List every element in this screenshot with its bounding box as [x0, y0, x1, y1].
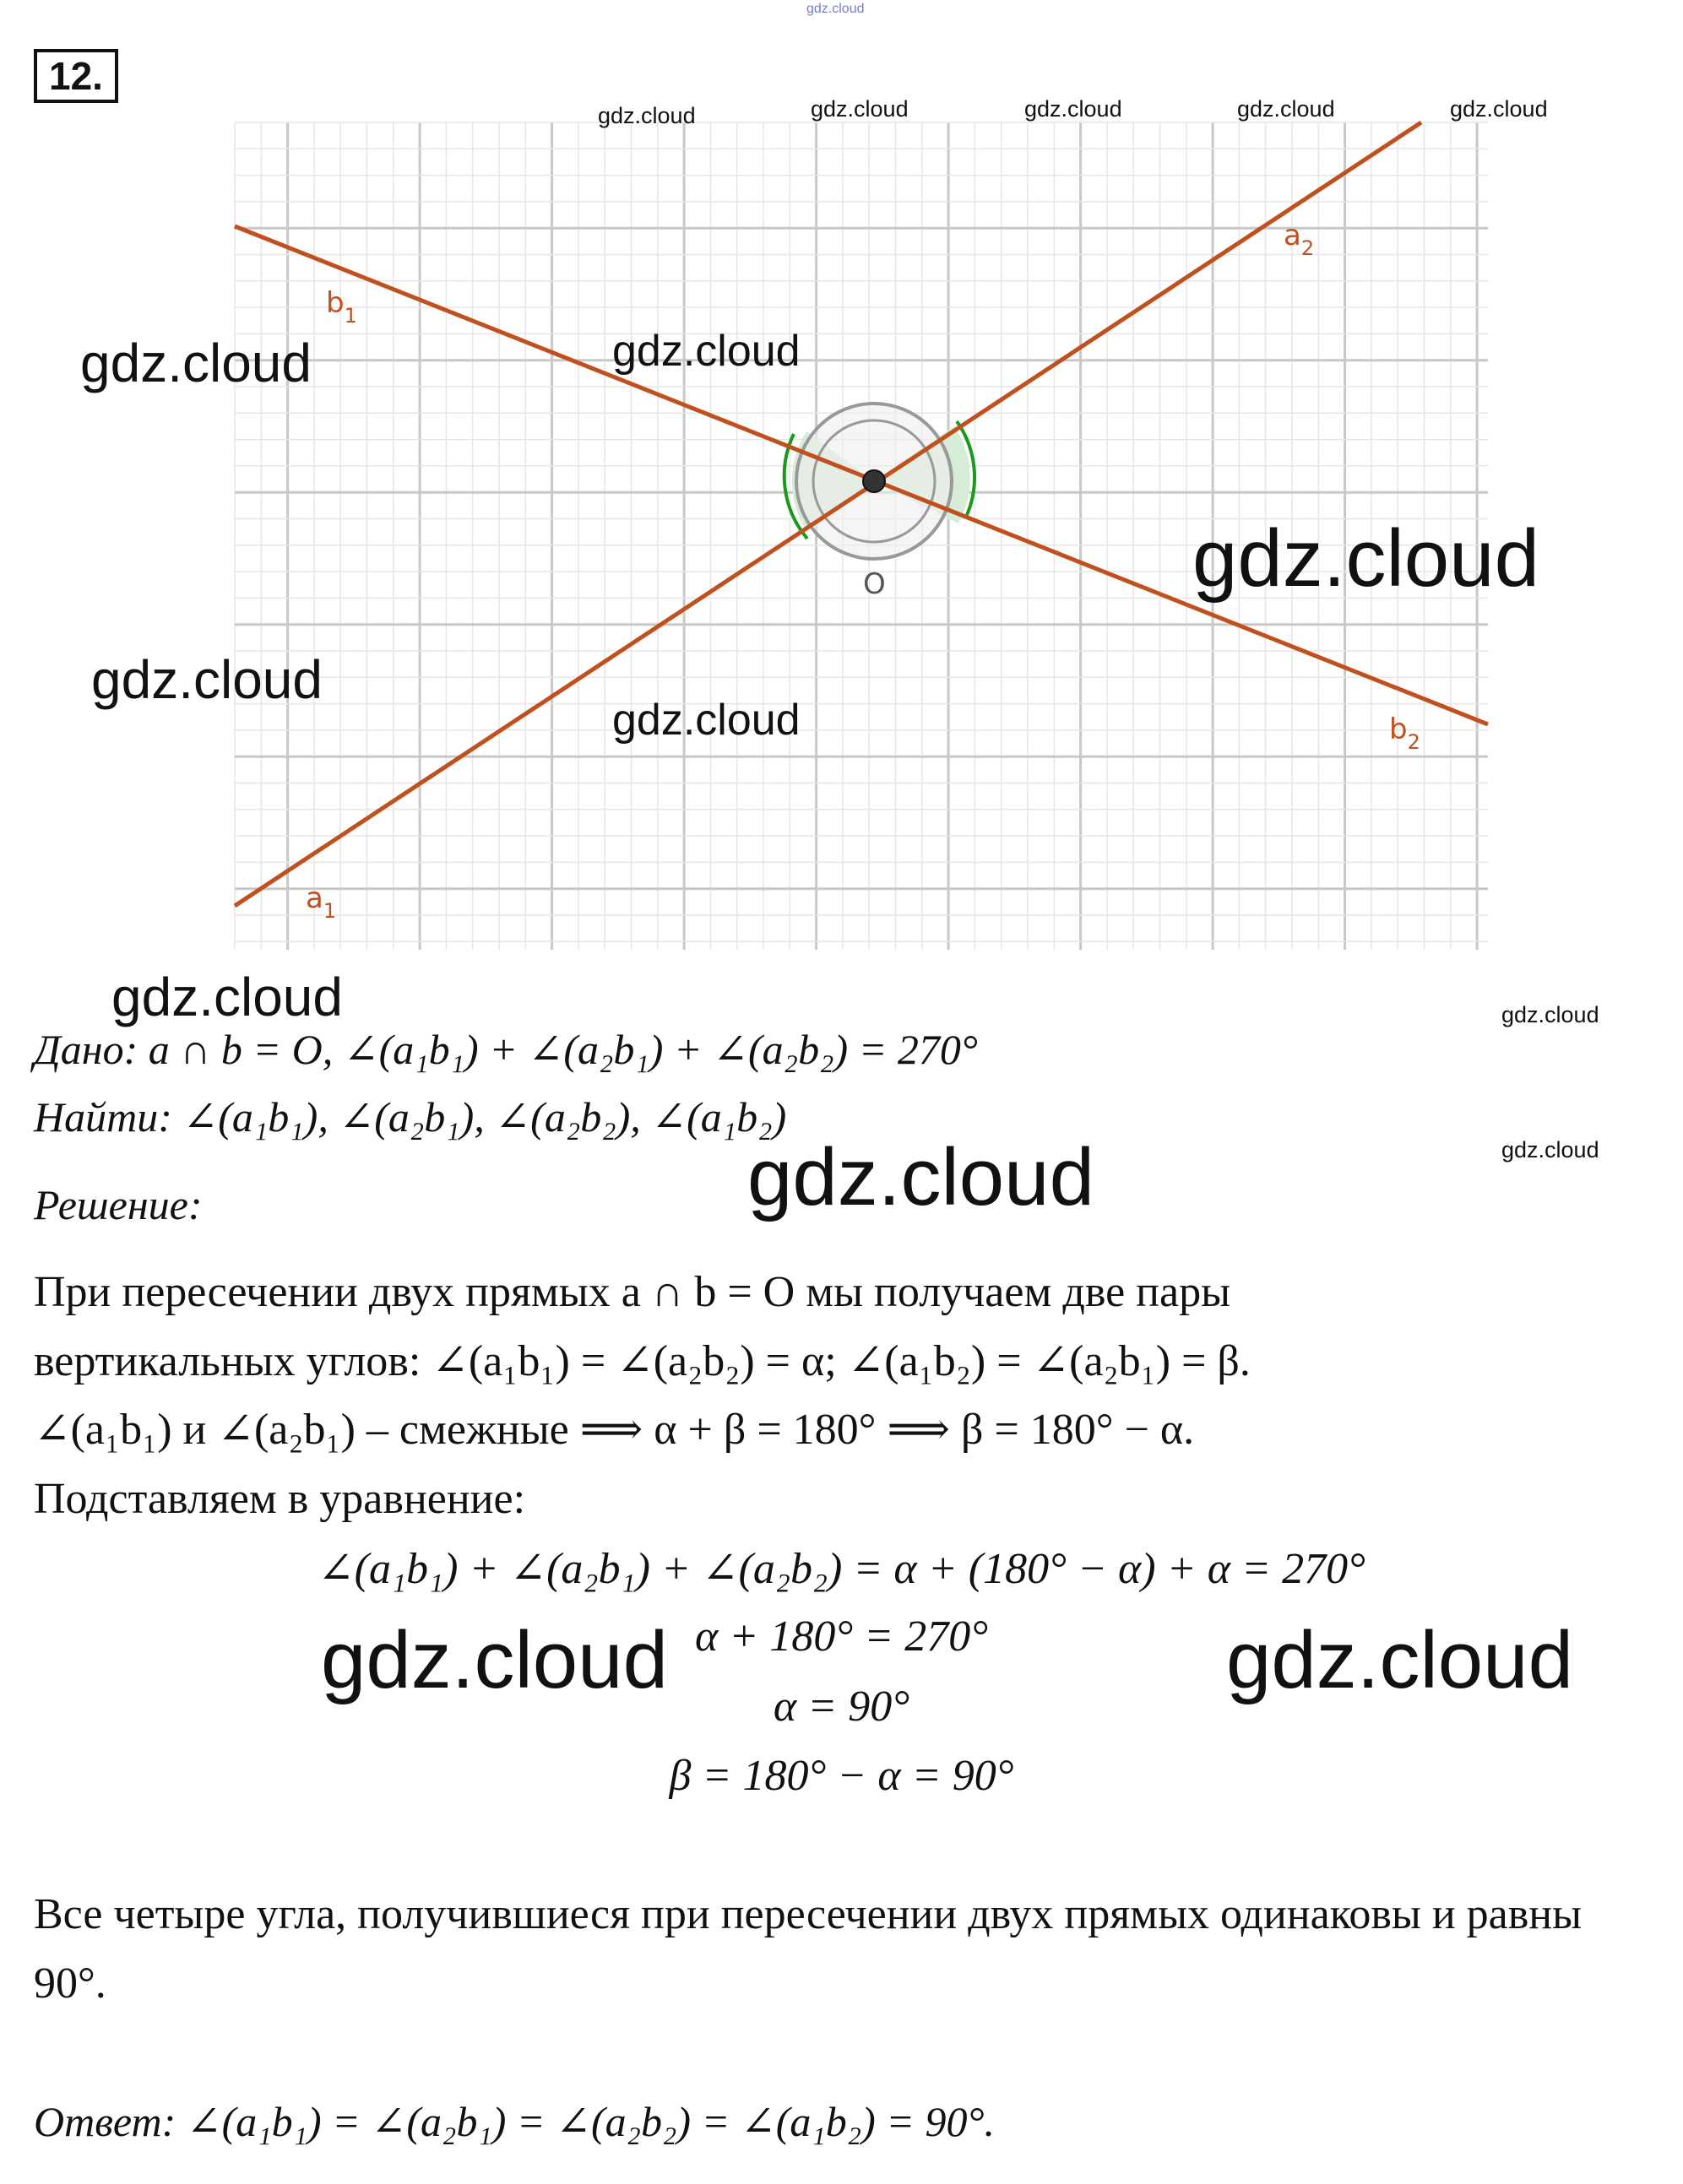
watermark: gdz.cloud: [1024, 96, 1122, 122]
label-center-o: O: [863, 567, 886, 601]
solution-p3: ∠(a₁b₁) и ∠(a₂b₁) – смежные ⟹ α + β = 180° ⟹ β = 180° − α.: [34, 1406, 1195, 1454]
watermark: gdz.cloud: [80, 333, 312, 393]
given-line: [34, 1026, 978, 1073]
line-b: [235, 226, 1488, 724]
watermark: gdz.cloud: [1237, 96, 1335, 122]
label-a1: $a_1$: [306, 881, 337, 923]
watermark: gdz.cloud: [612, 696, 801, 745]
watermark: gdz.cloud: [747, 1132, 1094, 1222]
conclusion: Все четыре угла, получившиеся при пересечении двух прямых одинаковы и равны 90°.: [34, 1890, 1583, 2008]
given-label: Дано: [34, 1026, 124, 1073]
find-line: [34, 1093, 787, 1141]
watermark: gdz.cloud: [612, 327, 801, 376]
find-label: Найти: [34, 1093, 159, 1141]
solution-p1: При пересечении двух прямых a ∩ b = O мы получаем две пары: [34, 1268, 1230, 1316]
equation-1: ∠(a₁b₁) + ∠(a₂b₁) + ∠(a₂b₂) = α + (180° − α) + α = 270°: [318, 1545, 1365, 1593]
watermark: gdz.cloud: [1192, 513, 1539, 604]
watermark: gdz.cloud: [598, 103, 696, 128]
watermark: gdz.cloud: [111, 967, 343, 1027]
watermark: gdz.cloud: [1501, 1137, 1599, 1162]
equation-4: β = 180° − α = 90°: [669, 1752, 1014, 1800]
given-text: : a ∩ b = O, ∠(a₁b₁) + ∠(a₂b₁) + ∠(a₂b₂) = 270°: [123, 1026, 978, 1073]
equation-3: α = 90°: [773, 1683, 910, 1731]
label-a2: $a_2$: [1284, 219, 1315, 260]
watermark: gdz.cloud: [1450, 96, 1548, 122]
answer-label: Ответ:: [34, 2098, 176, 2145]
solution-p2: вертикальных углов: ∠(a₁b₁) = ∠(a₂b₂) = α; ∠(a₁b₂) = ∠(a₂b₁) = β.: [34, 1337, 1251, 1385]
watermark: gdz.cloud: [1501, 1002, 1599, 1027]
label-b2: $b_2$: [1389, 713, 1420, 754]
answer-text: ∠(a₁b₁) = ∠(a₂b₁) = ∠(a₂b₂) = ∠(a₁b₂) = 90°.: [176, 2098, 996, 2145]
top-watermark: gdz.cloud: [806, 2, 865, 16]
answer-line: [34, 2100, 995, 2143]
problem-number: 12.: [34, 49, 118, 103]
watermark: gdz.cloud: [811, 96, 909, 122]
solution-label: Решение:: [34, 1181, 203, 1228]
find-text: : ∠(a₁b₁), ∠(a₂b₁), ∠(a₂b₂), ∠(a₁b₂): [158, 1093, 787, 1141]
label-b1: $b_1$: [326, 286, 357, 328]
solution-p4: Подставляем в уравнение:: [34, 1475, 526, 1523]
equation-2: α + 180° = 270°: [694, 1612, 989, 1661]
geometry-figure: [0, 0, 1683, 954]
watermark: gdz.cloud: [321, 1615, 668, 1705]
intersection-point: [863, 470, 885, 492]
watermark: gdz.cloud: [91, 649, 323, 710]
watermark: gdz.cloud: [1226, 1615, 1573, 1705]
